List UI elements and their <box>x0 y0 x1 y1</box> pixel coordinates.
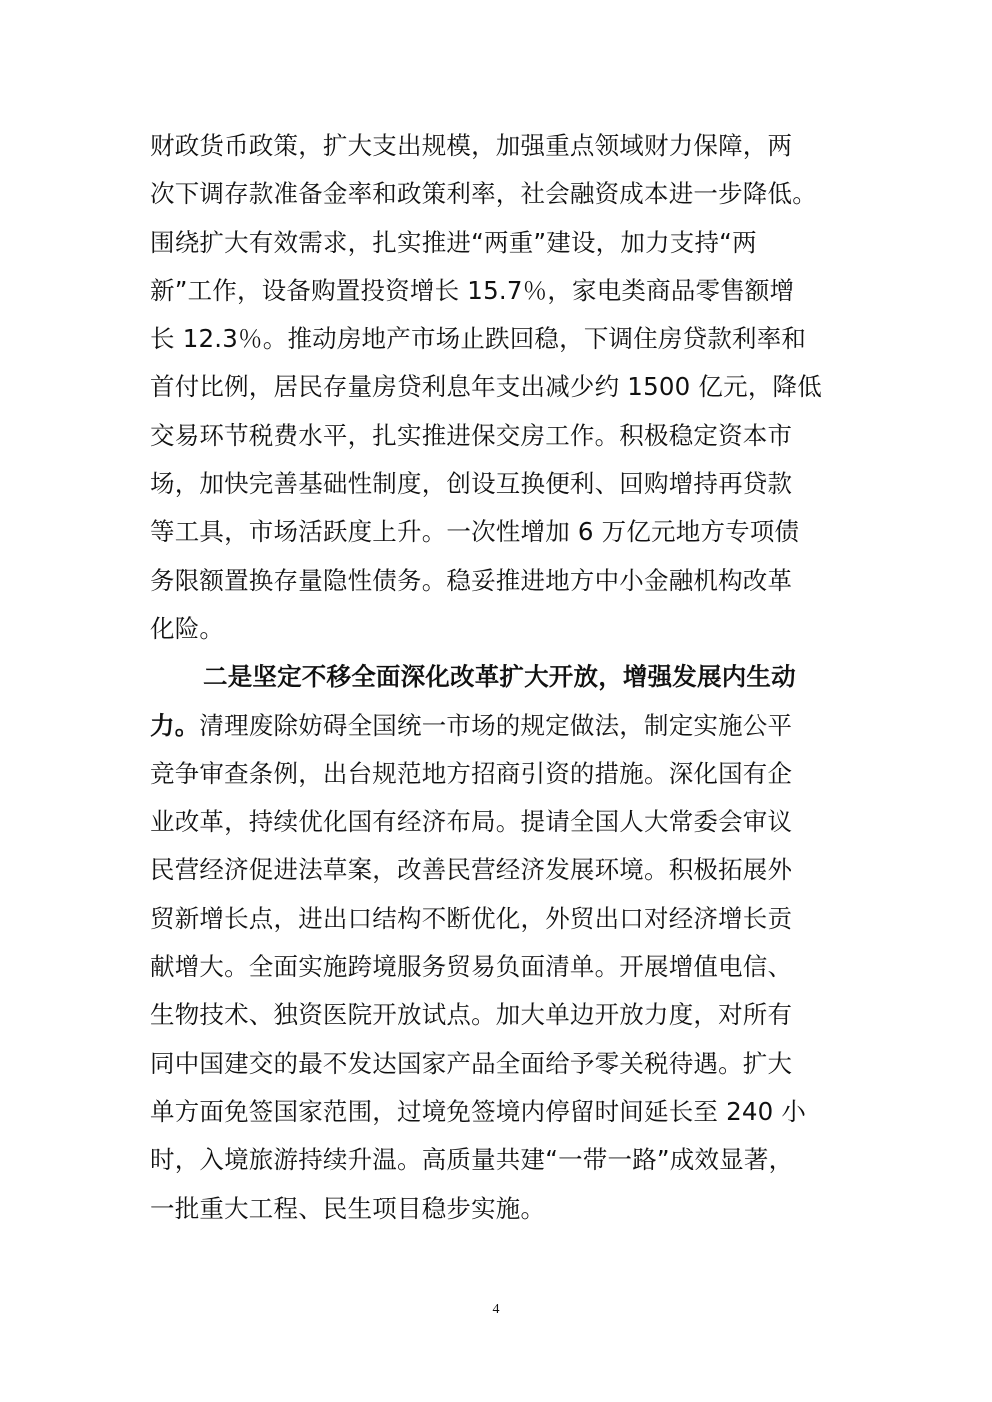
section-heading-end: 力。 <box>150 710 200 740</box>
paragraph-line: 时，入境旅游持续升温。高质量共建“一带一路”成效显著， <box>150 1145 794 1175</box>
paragraph-line: 同中国建交的最不发达国家产品全面给予零关税待遇。扩大 <box>150 1048 793 1078</box>
paragraph-line: 交易环节税费水平，扎实推进保交房工作。积极稳定资本市 <box>150 420 793 450</box>
paragraph-line: 等工具，市场活跃度上升。一次性增加 6 万亿元地方专项债 <box>150 517 800 547</box>
paragraph-line: 单方面免签国家范围，过境免签境内停留时间延长至 240 小 <box>150 1096 807 1126</box>
paragraph-line: 新”工作，设备购置投资增长 15.7％，家电类商品零售额增 <box>150 275 795 305</box>
body-text <box>150 122 910 1233</box>
paragraph-line: 长 12.3％。推动房地产市场止跌回稳，下调住房贷款利率和 <box>150 324 807 354</box>
paragraph-line: 贸新增长点，进出口结构不断优化，外贸出口对经济增长贡 <box>150 903 793 933</box>
paragraph-line: 财政货币政策，扩大支出规模，加强重点领域财力保障，两 <box>150 131 793 160</box>
paragraph-line: 围绕扩大有效需求，扎实推进“两重”建设，加力支持“两 <box>150 227 757 257</box>
paragraph-line: 一批重大工程、民生项目稳步实施。 <box>150 1193 546 1223</box>
paragraph-line: 业改革，持续优化国有经济布局。提请全国人大常委会审议 <box>150 807 793 837</box>
paragraph-line: 生物技术、独资医院开放试点。加大单边开放力度，对所有 <box>150 1000 793 1030</box>
paragraph-line: 化险。 <box>150 613 225 643</box>
paragraph-line: 首付比例，居民存量房贷利息年支出减少约 1500 亿元，降低 <box>150 372 822 402</box>
paragraph-text: 清理废除妨碍全国统一市场的规定做法，制定实施公平 <box>199 710 793 740</box>
page-number: 4 <box>492 1302 500 1317</box>
paragraph-line: 竞争审查条例，出台规范地方招商引资的措施。深化国有企 <box>150 758 793 788</box>
paragraph-line: 务限额置换存量隐性债务。稳妥推进地方中小金融机构改革 <box>150 565 793 595</box>
paragraph-line: 场，加快完善基础性制度，创设互换便利、回购增持再贷款 <box>150 469 793 499</box>
paragraph-line: 献增大。全面实施跨境服务贸易负面清单。开展增值电信、 <box>150 952 793 982</box>
paragraph-line <box>150 702 910 750</box>
paragraph-line: 次下调存款准备金率和政策利率，社会融资成本进一步降低。 <box>150 179 817 209</box>
paragraph-line: 民营经济促进法草案，改善民营经济发展环境。积极拓展外 <box>150 855 793 885</box>
section-heading: 二是坚定不移全面深化改革扩大开放，增强发展内生动 <box>203 662 796 692</box>
